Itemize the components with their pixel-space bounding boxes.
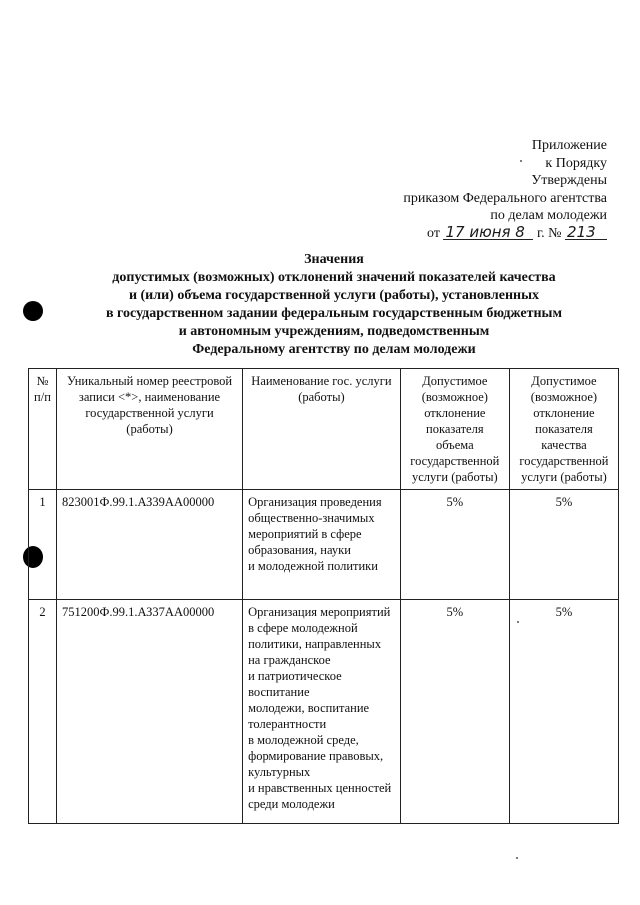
- row-quality: 5%: [509, 490, 618, 600]
- scan-speck: [516, 857, 518, 859]
- row-name-line: и молодежной политики: [248, 559, 378, 573]
- header-quality: Допустимое (возможное) отклонение показателя качества государственной услуги (работы): [509, 369, 618, 490]
- row-name: [243, 490, 401, 600]
- header-name: Наименование гос. услуги (работы): [243, 369, 401, 490]
- table-row: [29, 600, 619, 824]
- row-name: [243, 600, 401, 824]
- header-volume: Допустимое (возможное) отклонение показателя объема государственной услуги (работы): [400, 369, 509, 490]
- title-line-1: Значения: [304, 252, 364, 267]
- row-name-line: образования, науки: [248, 543, 351, 557]
- row-name-line: в сфере молодежной: [248, 621, 358, 635]
- row-name-line: в молодежной среде,: [248, 733, 359, 747]
- row-name-line: и нравственных ценностей: [248, 781, 392, 795]
- title-line-6: Федеральному агентству по делам молодежи: [192, 342, 476, 357]
- order-prefix: от: [427, 225, 440, 241]
- title-line-2: допустимых (возможных) отклонений значений показателей качества: [112, 270, 556, 285]
- row-name-line: формирование правовых,: [248, 749, 384, 763]
- row-name-line: культурных: [248, 765, 311, 779]
- appendix-header: [307, 137, 607, 242]
- header-num: № п/п: [29, 369, 57, 490]
- title-line-5: и автономным учреждениям, подведомственным: [178, 324, 490, 339]
- row-volume: 5%: [400, 600, 509, 824]
- row-volume: 5%: [400, 490, 509, 600]
- order-issuer: приказом Федерального агентства: [403, 190, 607, 206]
- document-title: [40, 251, 628, 359]
- table-header-row: [29, 369, 619, 490]
- scan-speck: [520, 160, 522, 162]
- row-code: 751200Ф.99.1.АЗ37АА00000: [56, 600, 242, 824]
- order-number-handwritten: 213: [565, 225, 607, 240]
- row-name-line: Организация мероприятий: [248, 605, 391, 619]
- row-name-line: Организация проведения: [248, 495, 382, 509]
- row-name-line: толерантности: [248, 717, 327, 731]
- title-line-4: в государственном задании федеральным государственным бюджетным: [105, 306, 563, 321]
- row-name-line: на гражданское: [248, 653, 331, 667]
- row-num: 2: [29, 600, 57, 824]
- row-name-line: политики, направленных: [248, 637, 382, 651]
- order-date-number: [307, 222, 607, 243]
- row-name-line: и патриотическое воспитание: [248, 669, 342, 699]
- row-name-line: общественно-значимых: [248, 511, 375, 525]
- row-quality: 5%: [509, 600, 618, 824]
- order-issuer-agency: по делам молодежи: [490, 208, 607, 223]
- punch-hole-top: [23, 301, 43, 321]
- row-name-line: молодежи, воспитание: [248, 701, 370, 715]
- header-code: Уникальный номер реестровой записи <*>, наименование государственной услуги (работы): [56, 369, 242, 490]
- row-code: 823001Ф.99.1.АЗ39АА00000: [56, 490, 242, 600]
- table-row: [29, 490, 619, 600]
- row-name-line: среди молодежи: [248, 797, 335, 811]
- order-date-handwritten: 17 июня 8: [443, 225, 533, 240]
- title-line-3: и (или) объема государственной услуги (работы), установленных: [128, 288, 540, 303]
- row-num: 1: [29, 490, 57, 600]
- row-name-line: мероприятий в сфере: [248, 527, 362, 541]
- deviations-table: [28, 368, 619, 824]
- approved-label: Утверждены: [531, 173, 607, 188]
- appendix-label: Приложение: [531, 138, 607, 153]
- order-year-number-label: г. №: [536, 225, 562, 241]
- appendix-reference: к Порядку: [545, 155, 607, 171]
